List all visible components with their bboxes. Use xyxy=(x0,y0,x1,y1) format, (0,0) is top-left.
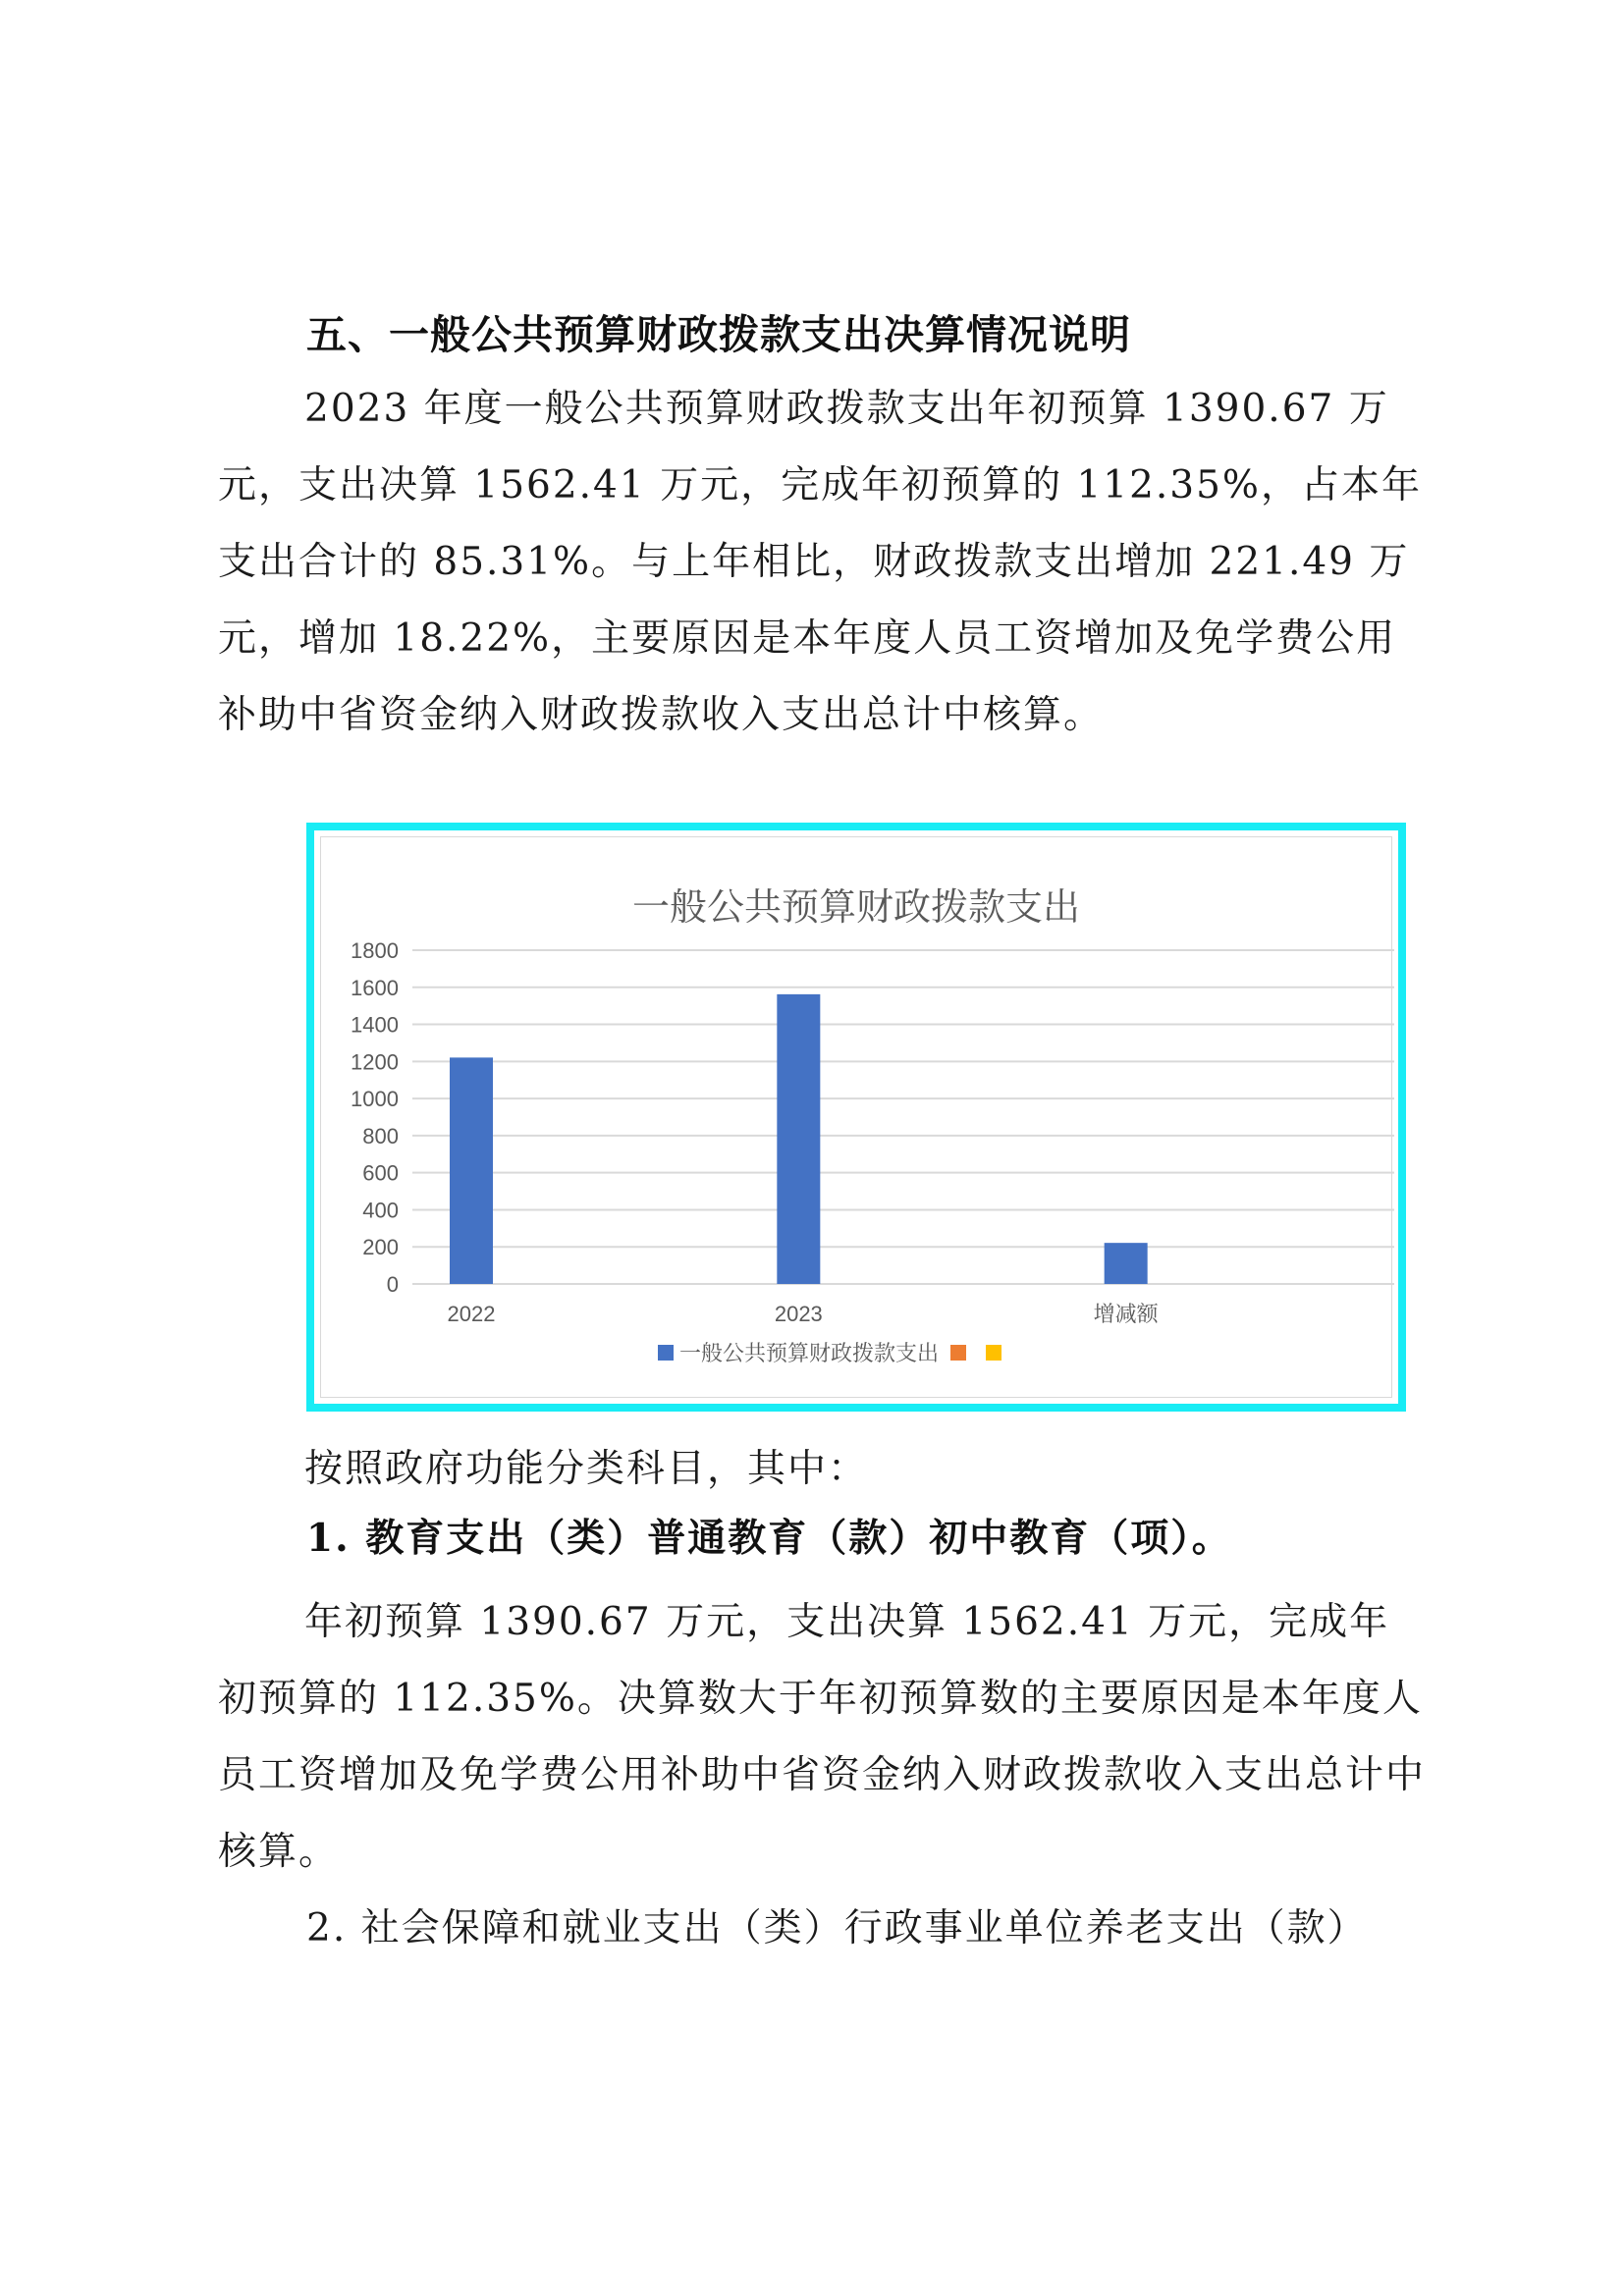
y-tick-label: 600 xyxy=(362,1160,399,1186)
y-tick-label: 1200 xyxy=(351,1049,399,1075)
x-tick-label: 增减额 xyxy=(1093,1302,1159,1326)
legend-swatch xyxy=(658,1345,674,1361)
item1-paragraph xyxy=(218,1584,1426,1891)
intro-text: 2023 年度一般公共预算财政拨款支出年初预算 1390.67 万元，支出决算 1562.41 万元，完成年初预算的 112.35%，占本年支出合计的 85.31%。与上年相比，财政拨款支出增加 221.49 万元，增加 18.22%，主要原因是本年度人员工资增加及免学费公用补助中省资金纳入财政拨款收入支出总计中核算。 xyxy=(218,387,1422,737)
legend-label: 一般公共预算财政拨款支出 xyxy=(679,1342,940,1366)
legend-swatch xyxy=(950,1345,966,1361)
chart-title: 一般公共预算财政拨款支出 xyxy=(631,885,1080,929)
bar xyxy=(1105,1243,1148,1284)
bar xyxy=(450,1057,493,1284)
item1-heading: 1. 教育支出（类）普通教育（款）初中教育（项）。 xyxy=(306,1516,1232,1561)
breakdown-intro xyxy=(218,1431,1426,1508)
y-tick-label: 1000 xyxy=(351,1087,399,1112)
y-tick-label: 0 xyxy=(386,1272,399,1297)
y-tick-label: 200 xyxy=(362,1235,399,1260)
y-tick-label: 1600 xyxy=(351,975,399,1000)
x-tick-label: 2023 xyxy=(774,1302,823,1326)
chart-frame xyxy=(306,823,1406,1412)
item1-text: 年初预算 1390.67 万元，支出决算 1562.41 万元，完成年初预算的 112.35%。决算数大于年初预算数的主要原因是本年度人员工资增加及免学费公用补助中省资金纳入财政拨款收入支出总计中核算。 xyxy=(218,1600,1427,1874)
section-heading: 五、一般公共预算财政拨款支出决算情况说明 xyxy=(306,311,1131,358)
x-tick-label: 2022 xyxy=(447,1302,496,1326)
y-tick-label: 1400 xyxy=(351,1012,399,1038)
item2-heading: 2. 社会保障和就业支出（类）行政事业单位养老支出（款） xyxy=(306,1906,1368,1950)
bar xyxy=(777,994,820,1284)
legend-swatch xyxy=(986,1345,1001,1361)
bar-chart xyxy=(314,830,1398,1404)
y-tick-label: 1800 xyxy=(351,938,399,963)
y-tick-label: 800 xyxy=(362,1123,399,1148)
intro-paragraph xyxy=(218,371,1426,754)
y-tick-label: 400 xyxy=(362,1198,399,1223)
breakdown-intro-text: 按照政府功能分类科目，其中： xyxy=(304,1447,869,1491)
